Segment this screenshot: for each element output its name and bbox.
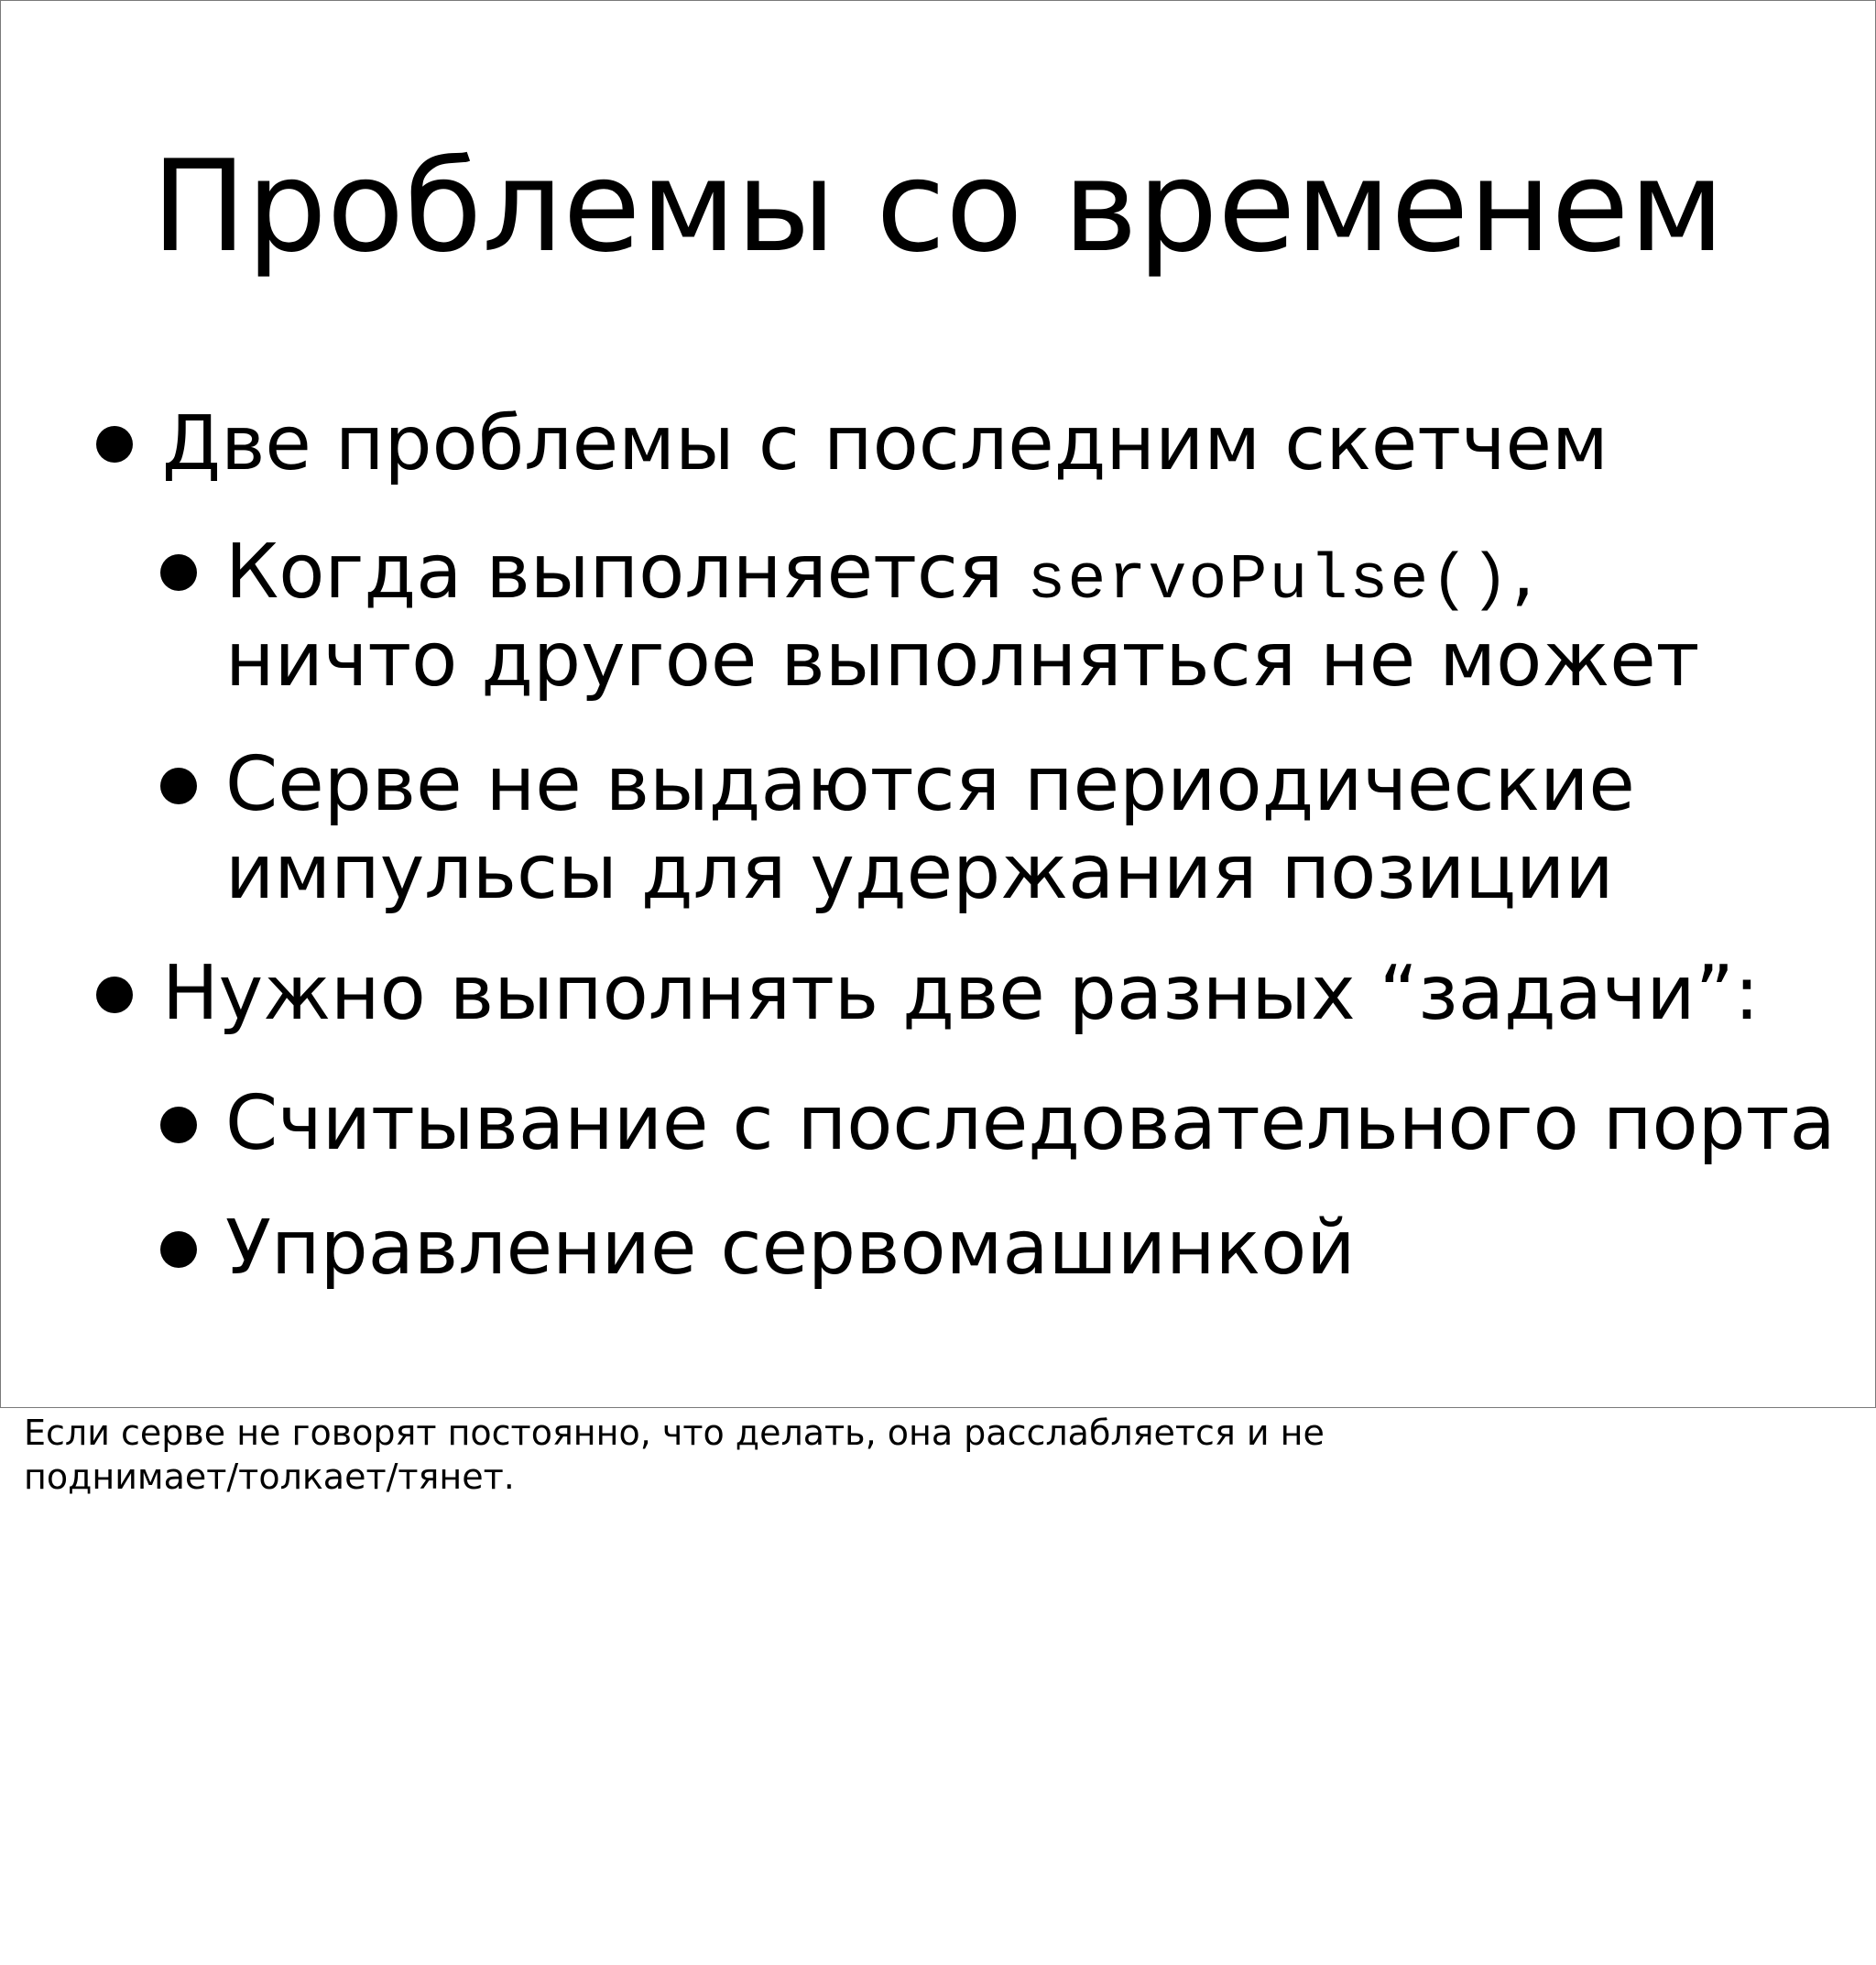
bullet-2-text: Нужно выполнять две разных “задачи”: <box>162 950 1760 1037</box>
sub-bullet-dot-icon <box>160 1231 197 1268</box>
bullet-1-2-line-2: импульсы для удержания позиции <box>225 829 1614 916</box>
slide-title: Проблемы со временем <box>151 133 1725 280</box>
bullet-1-text: Две проблемы с последним скетчем <box>162 400 1609 487</box>
bullet-1-1-text: Когда выполняется <box>225 529 1028 616</box>
sub-bullet-dot-icon <box>160 768 197 804</box>
speaker-notes: Если серве не говорят постоянно, что делать, она расслабляется и не поднимает/толкает/тянет. <box>24 1413 1325 1497</box>
bullet-2 <box>162 950 1760 1038</box>
bullet-dot-icon <box>96 426 133 463</box>
sub-bullet-dot-icon <box>160 1107 197 1143</box>
bullet-dot-icon <box>96 977 133 1013</box>
bullet-1-1-line-1 <box>225 529 1699 617</box>
bullet-1-2-line-1: Серве не выдаются периодические <box>225 741 1635 828</box>
bullet-2-1-text: Считывание с последовательного порта <box>225 1080 1836 1167</box>
bullet-1-1-comma: , <box>1511 529 1535 616</box>
code-servo-pulse: servoPulse() <box>1027 545 1511 617</box>
sub-bullet-dot-icon <box>160 554 197 591</box>
bullet-2-1 <box>225 1080 1836 1168</box>
bullet-2-2 <box>225 1205 1356 1293</box>
bullet-1-2 <box>225 741 1635 917</box>
bullet-1 <box>162 400 1609 488</box>
bullet-1-1 <box>225 529 1699 704</box>
bullet-2-2-text: Управление сервомашинкой <box>225 1205 1356 1292</box>
bullet-1-1-line-2: ничто другое выполняться не может <box>225 617 1700 704</box>
